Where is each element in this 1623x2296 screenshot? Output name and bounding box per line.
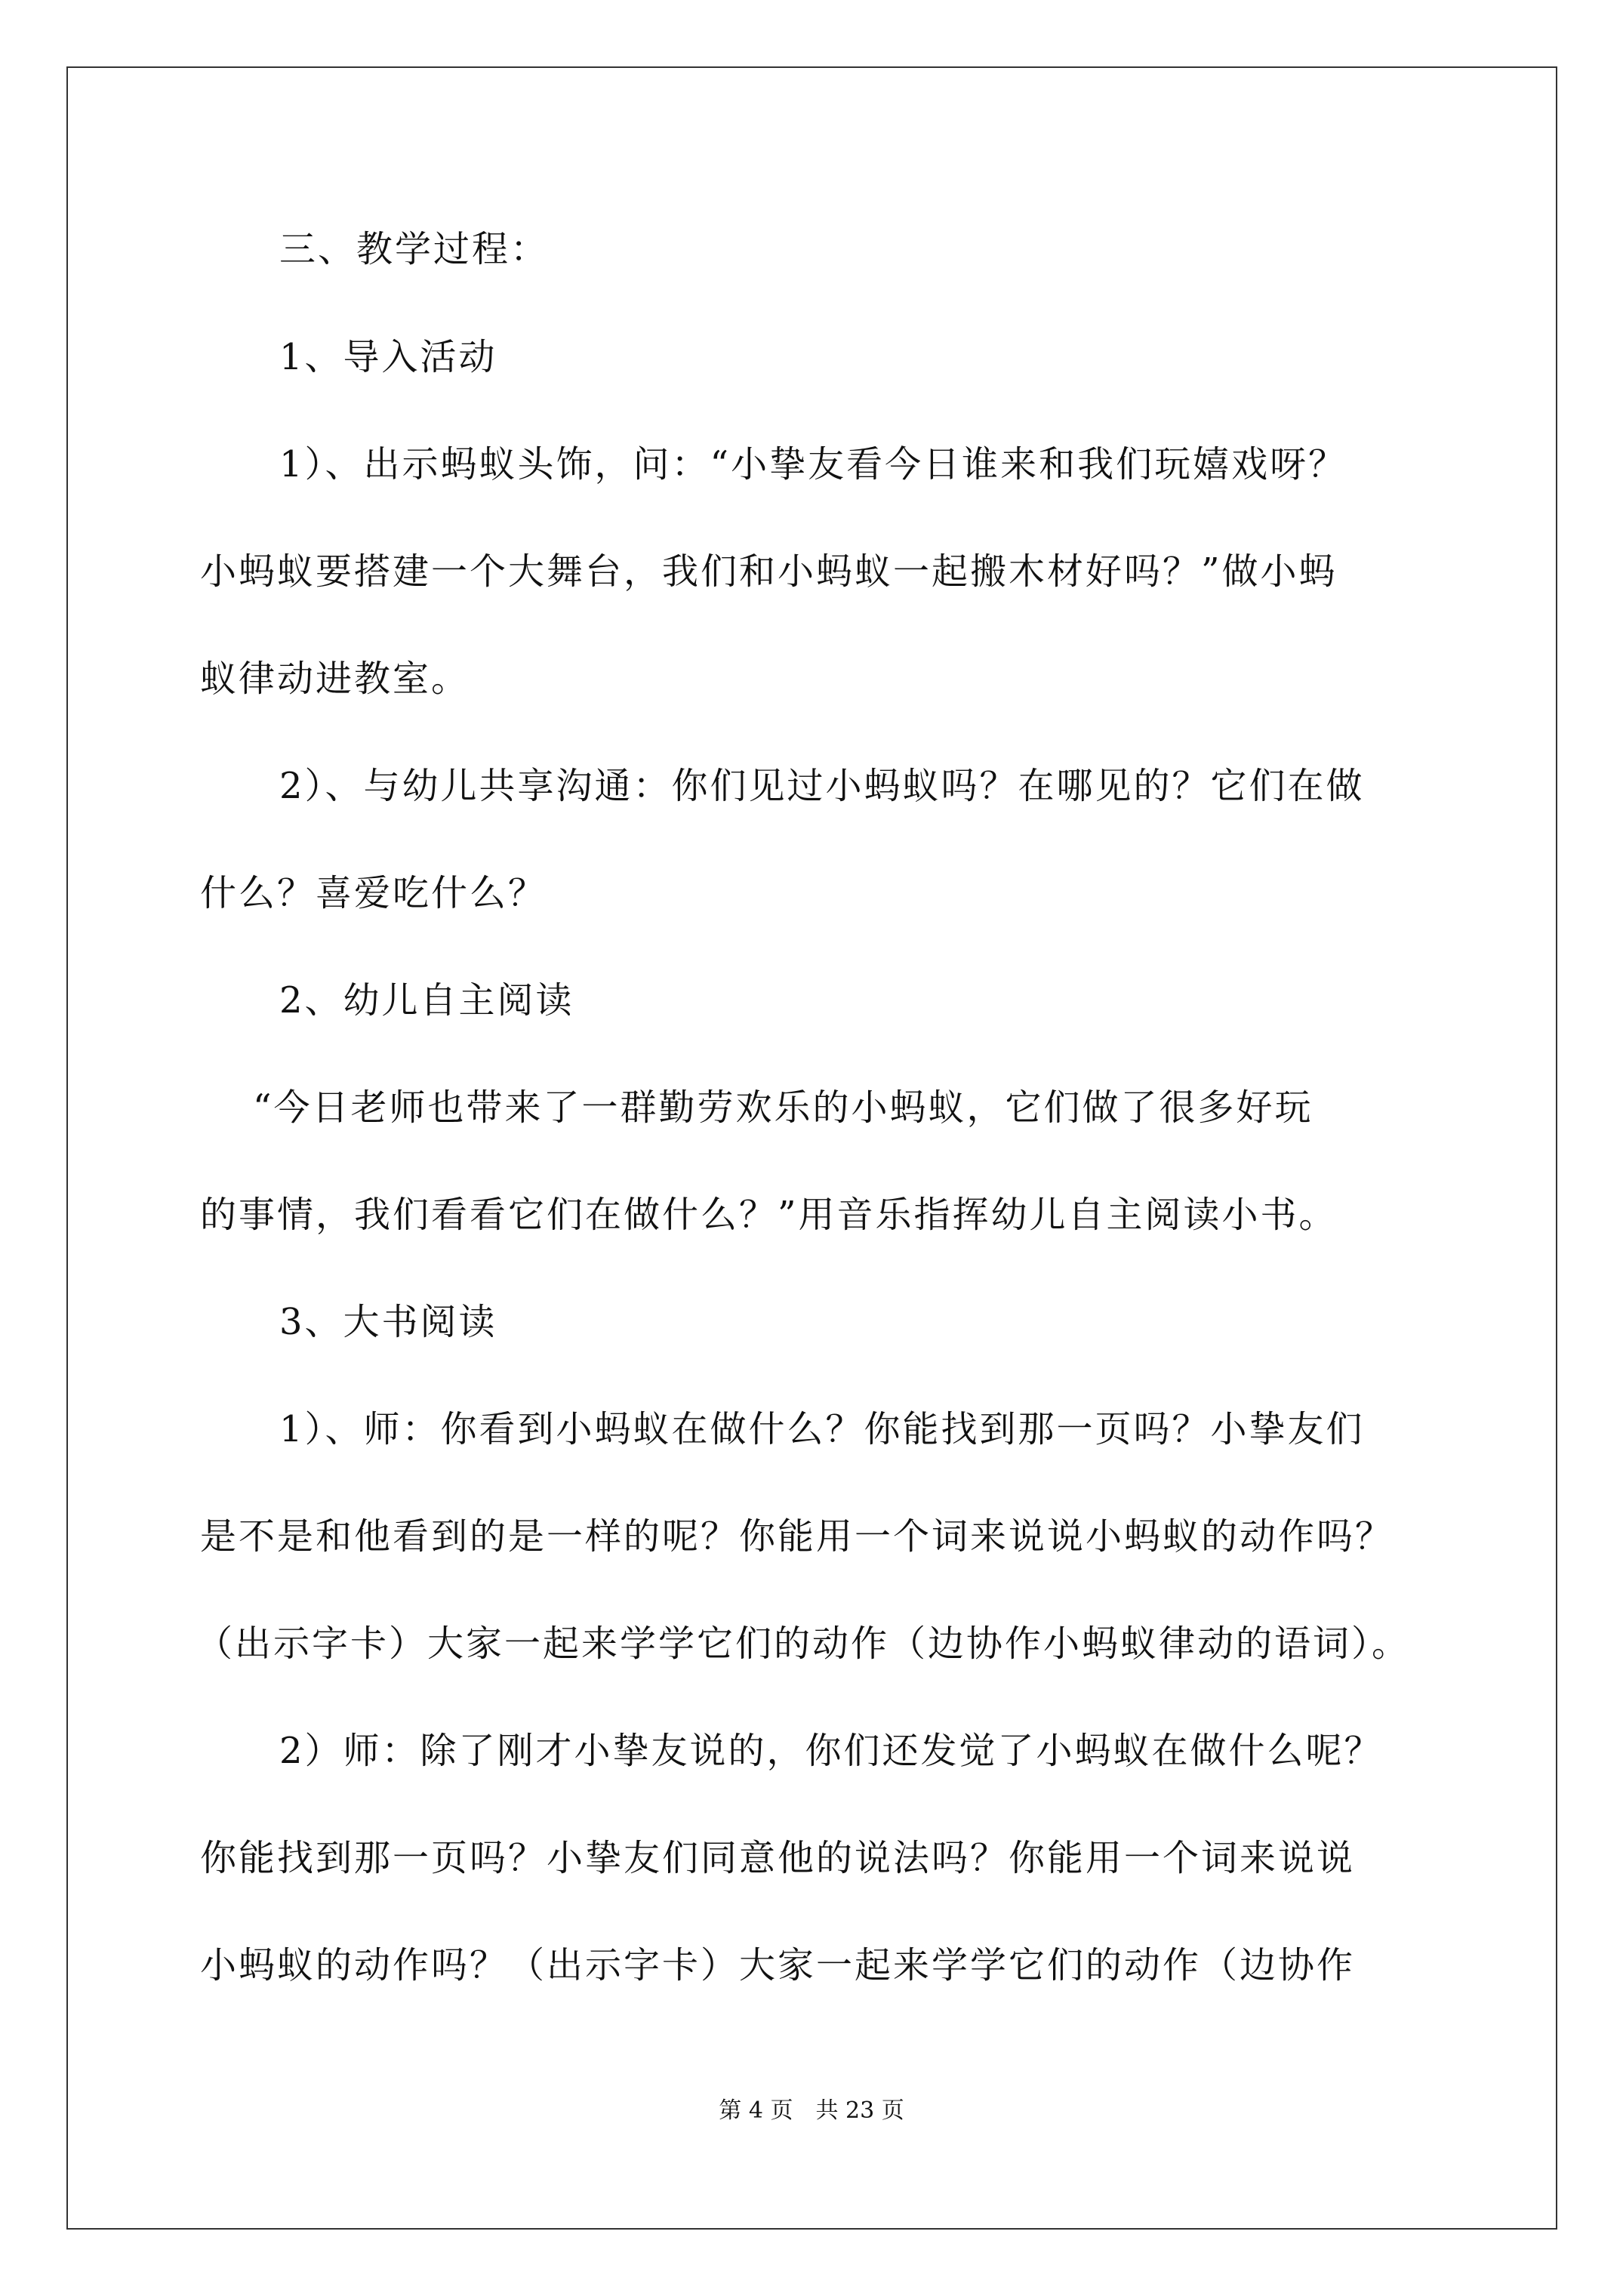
- paragraph-line: 蚁律动进教室。: [200, 658, 470, 700]
- paragraph-line: “今日老师也带来了一群勤劳欢乐的小蚂蚁，它们做了很多好玩: [253, 1086, 1313, 1129]
- paragraph-line: 你能找到那一页吗？小挚友们同意他的说法吗？你能用一个词来说说: [200, 1837, 1356, 1879]
- paragraph-line: 是不是和他看到的是一样的呢？你能用一个词来说说小蚂蚁的动作吗？: [200, 1515, 1394, 1558]
- paragraph-line: 1）、师：你看到小蚂蚁在做什么？你能找到那一页吗？小挚友们: [279, 1408, 1365, 1450]
- subheading-3: 3、大书阅读: [279, 1301, 497, 1343]
- subheading-1: 1、导入活动: [279, 336, 497, 378]
- section-heading: 三、教学过程：: [279, 228, 550, 270]
- paragraph-line: 小蚂蚁的动作吗？（出示字卡）大家一起来学学它们的动作（边协作: [200, 1944, 1356, 1986]
- paragraph-line: 的事情，我们看看它们在做什么？”用音乐指挥幼儿自主阅读小书。: [200, 1194, 1338, 1236]
- page-border: [66, 66, 1557, 2230]
- paragraph-line: 1）、出示蚂蚁头饰，问：“小挚友看今日谁来和我们玩嬉戏呀？: [279, 443, 1347, 485]
- paragraph-line: 2）师：除了刚才小挚友说的，你们还发觉了小蚂蚁在做什么呢？: [279, 1730, 1383, 1772]
- paragraph-line: 什么？喜爱吃什么？: [200, 872, 547, 914]
- paragraph-line: 2）、与幼儿共享沟通：你们见过小蚂蚁吗？在哪见的？它们在做: [279, 765, 1365, 807]
- page-number-footer: 第 4 页 共 23 页: [719, 2097, 904, 2124]
- paragraph-line: 小蚂蚁要搭建一个大舞台，我们和小蚂蚁一起搬木材好吗？”做小蚂: [200, 550, 1338, 593]
- subheading-2: 2、幼儿自主阅读: [279, 979, 574, 1022]
- paragraph-line: （出示字卡）大家一起来学学它们的动作（边协作小蚂蚁律动的语词）。: [196, 1623, 1411, 1665]
